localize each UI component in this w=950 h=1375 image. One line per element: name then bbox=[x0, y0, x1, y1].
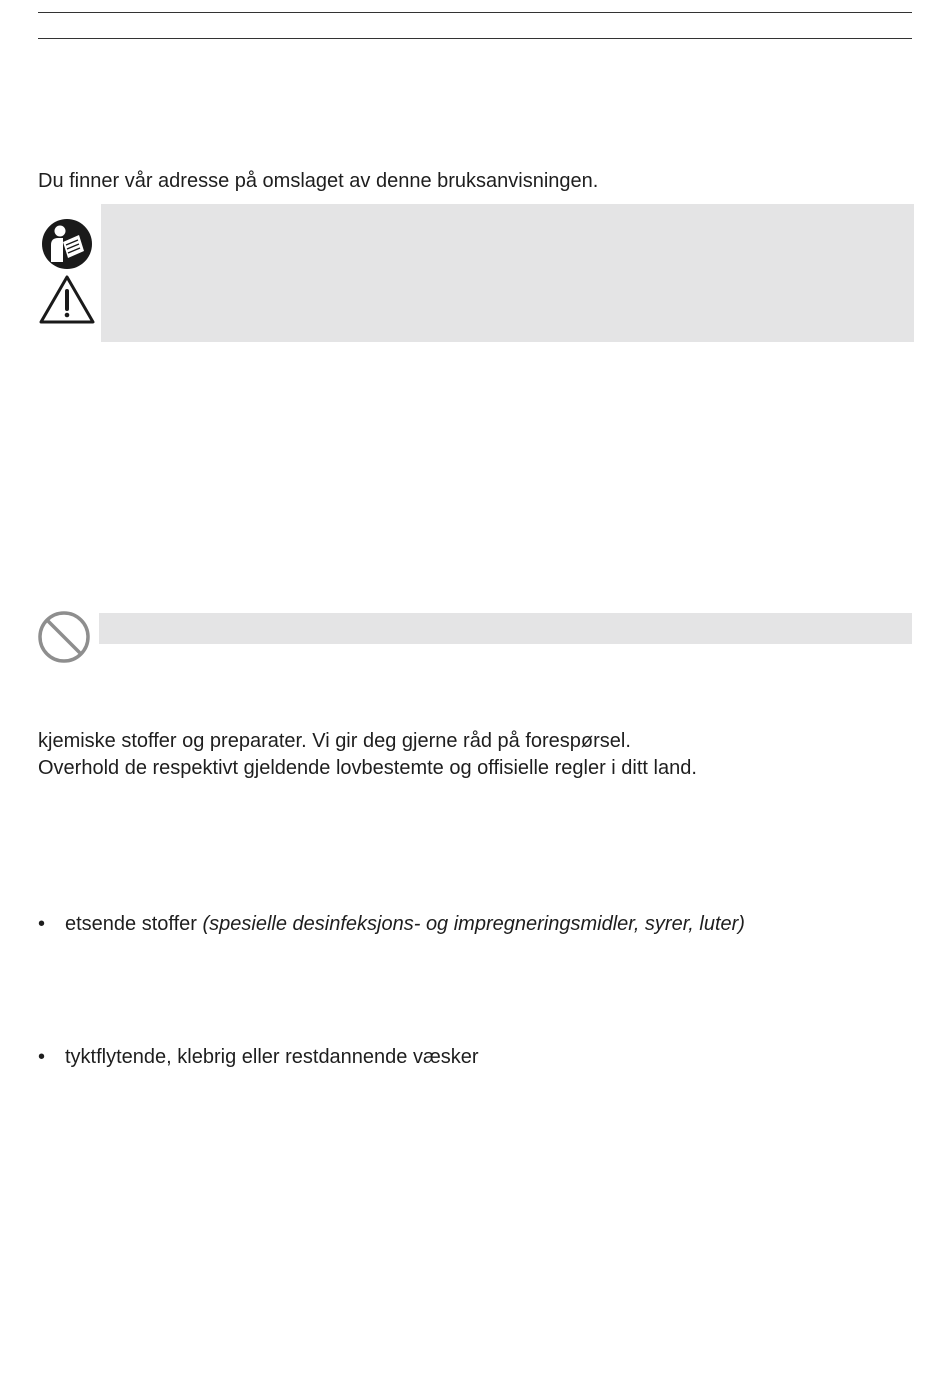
warning-triangle-icon bbox=[38, 274, 96, 325]
notice-box bbox=[101, 204, 914, 342]
intro-text: Du finner vår adresse på omslaget av denne bruksanvisningen. bbox=[38, 170, 599, 192]
read-manual-icon bbox=[41, 218, 93, 270]
header-rule-top bbox=[38, 12, 912, 13]
paragraph-line-1: kjemiske stoffer og preparater. Vi gir deg gjerne råd på forespørsel. bbox=[38, 730, 631, 752]
prohibition-icon bbox=[37, 610, 91, 664]
bullet-marker: • bbox=[38, 1046, 46, 1068]
paragraph-line-2: Overhold de respektivt gjeldende lovbestemte og offisielle regler i ditt land. bbox=[38, 757, 697, 779]
list-item-note: (spesielle desinfeksjons- og impregneringsmidler, syrer, luter) bbox=[202, 913, 745, 935]
list-item-text: etsende stoffer bbox=[65, 913, 203, 935]
list-item bbox=[38, 911, 745, 938]
header-rule-bottom bbox=[38, 38, 912, 39]
regulations-paragraph bbox=[38, 728, 697, 782]
list-item bbox=[38, 1044, 479, 1071]
list-item-text: tyktflytende, klebrig eller restdannende væsker bbox=[65, 1046, 479, 1068]
bullet-marker: • bbox=[38, 913, 46, 935]
prohibition-box bbox=[99, 613, 912, 644]
